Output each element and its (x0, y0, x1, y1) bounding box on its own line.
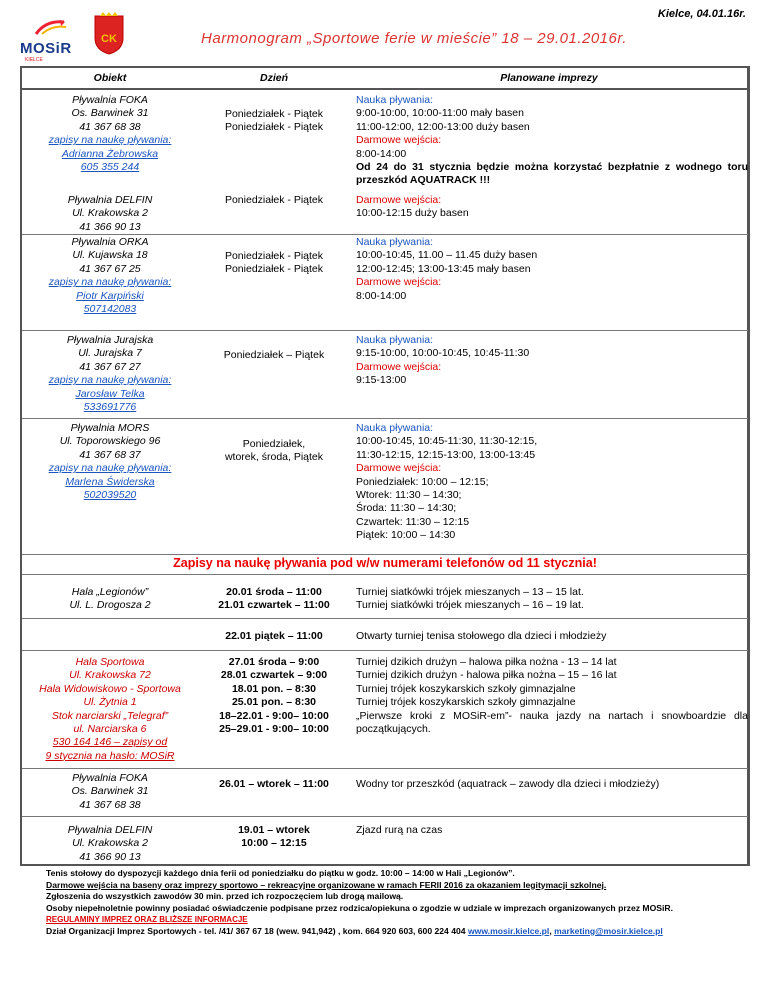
schedule-table (20, 66, 750, 866)
day-cell: 20.01 środa – 11:00 21.01 czwartek – 11:00 (218, 586, 330, 612)
day-cell: 26.01 – wtorek – 11:00 (219, 778, 329, 790)
row-divider (22, 768, 748, 769)
day-cell: 22.01 piątek – 11:00 (225, 630, 323, 642)
contact-phone-link[interactable]: 502039520 (83, 489, 137, 502)
table-row: Pływalnia DELFIN Ul. Krakowska 2 41 366 90 13 (67, 824, 153, 863)
table-row: Pływalnia MORS Ul. Toporowskiego 96 41 367 68 37 zapisy na naukę pływania: Marlena Świderska 502039520 (22, 422, 198, 502)
day-cell: Poniedziałek - Piątek Poniedziałek - Piątek (224, 250, 324, 276)
rules-link[interactable]: REGULAMINY IMPREZ ORAZ BLIŻSZE INFORMACJE (46, 915, 248, 925)
date: Kielce, 04.01.16r. (657, 8, 746, 20)
row-divider (22, 234, 748, 235)
row-divider (22, 618, 748, 619)
column-header-dzien: Dzień (198, 68, 350, 90)
column-header-obiekt: Obiekt (22, 68, 198, 90)
contact-phone-link[interactable]: 605 355 244 (80, 161, 140, 174)
row-divider (22, 816, 748, 817)
plan-cell: Otwarty turniej tenisa stołowego dla dzieci i młodzieży (356, 630, 607, 642)
plan-cell: Nauka pływania: 9:00-10:00, 10:00-11:00 mały basen 11:00-12:00, 12:00-13:00 duży basen Darmowe wejścia: 8:00-14:00 Od 24 do 31 stycznia będzie można korzystać bezpłatnie z wodnego toru przeszkód AQUATRACK !!! (356, 94, 748, 187)
contact-name-link[interactable]: Piotr Karpiński (76, 289, 144, 302)
day-cell: Poniedziałek, wtorek, środa, Piątek (224, 438, 324, 464)
contact-name-link[interactable]: Marlena Świderska (65, 475, 155, 488)
row-divider (22, 554, 748, 555)
table-row: Pływalnia FOKA Os. Barwinek 31 41 367 68 38 (71, 772, 149, 811)
column-header-planowane: Planowane imprezy (350, 68, 748, 90)
day-cell: 19.01 – wtorek 10:00 – 12:15 (238, 824, 310, 850)
plan-cell: Turniej dzikich drużyn – halowa piłka nożna - 13 – 14 lat Turniej dzikich drużyn - halowa piłka nożna – 15 – 16 lat Turniej trójek koszykarskich szkoły gimnazjalne Turniej trójek koszykarskich szkoły gimnazjalne „Pierwsze kroki z MOSiR-em”- nauka jazdy na nartach i snowboardzie dla początkujących. (356, 656, 748, 736)
plan-cell: Turniej siatkówki trójek mieszanych – 13 – 15 lat. Turniej siatkówki trójek mieszanych – 16 – 19 lat. (356, 586, 584, 612)
page-title: Harmonogram „Sportowe ferie w mieście” 18 – 29.01.2016r. (201, 30, 627, 47)
day-cell: Poniedziałek - Piątek Poniedziałek - Piątek (224, 108, 324, 134)
signup-link[interactable]: zapisy na naukę pływania: (48, 374, 172, 387)
day-cell: Poniedziałek – Piątek (223, 349, 325, 361)
table-row: Pływalnia DELFIN Ul. Krakowska 2 41 366 90 13 (67, 194, 153, 233)
contact-phone-link[interactable]: 507142083 (83, 303, 137, 316)
contact-name-link[interactable]: Adrianna Żebrowska (61, 147, 159, 160)
day-cell: Poniedziałek - Piątek (224, 194, 324, 206)
table-row: Pływalnia Jurajska Ul. Jurajska 7 41 367 67 27 zapisy na naukę pływania: Jarosław Telka 533691776 (22, 334, 198, 414)
contact-name-link[interactable]: Jarosław Telka (75, 387, 145, 400)
signup-link[interactable]: zapisy na naukę pływania: (48, 134, 172, 147)
plan-cell: Nauka pływania: 10:00-10:45, 10:45-11:30, 11:30-12:15, 11:30-12:15, 12:15-13:00, 13:00-13:45 Darmowe wejścia: Poniedziałek: 10:00 – 12:15; Wtorek: 11:30 – 14:30; Środa: 11:30 – 14:30; Czwartek: 11:30 – 12:15 Piątek: 10:00 – 14:30 (356, 422, 538, 542)
plan-cell: Wodny tor przeszkód (aquatrack – zawody dla dzieci i młodzieży) (356, 778, 660, 790)
crest-text: CK (101, 33, 117, 45)
website-link[interactable]: www.mosir.kielce.pl (467, 925, 550, 936)
day-cell: 27.01 środa – 9:00 28.01 czwartek – 9:00 18.01 pon. – 8:30 25.01 pon. – 8:30 18–22.01 - 9:00– 10:00 25–29.01 - 9:00– 10:00 (219, 656, 329, 736)
footer-notes: Tenis stołowy do dyspozycji każdego dnia ferii od poniedziałku do piątku w godz. 10:00 – 14:00 w Hali „Legionów”. Darmowe wejścia na baseny oraz imprezy sportowo – rekreacyjne organizowane w ramach FERII 2016 za okazaniem legitymacji szkolnej. Zgłoszenia do wszystkich zawodów 30 min. przed ich rozpoczęciem lub drogą mailową. Osoby niepełnoletnie powinny posiadać oświadczenie podpisane przez rodzica/opiekuna o zgodzie w udziale w imprezach organizowanych przez MOSiR. REGULAMINY IMPREZ ORAZ BLIŻSZE INFORMACJE Dział Organizacji Imprez Sportowych - tel. /41/ 367 67 18 (wew. 941,942) , kom. 664 920 603, 600 224 404 www.mosir.kielce.pl, marketing@mosir.kielce.pl (46, 868, 746, 938)
signup-link[interactable]: zapisy na naukę pływania: (48, 462, 172, 475)
table-row: Pływalnia ORKA Ul. Kujawska 18 41 367 67 25 zapisy na naukę pływania: Piotr Karpiński 507142083 (22, 236, 198, 316)
plan-cell: Darmowe wejścia: 10:00-12:15 duży basen (356, 194, 469, 220)
signup-banner: Zapisy na naukę pływania pod w/w numerami telefonów od 11 stycznia! (173, 556, 597, 570)
plan-cell: Nauka pływania: 10:00-10:45, 11.00 – 11.45 duży basen 12:00-12:45; 13:00-13:45 mały basen Darmowe wejścia: 8:00-14:00 (356, 236, 538, 302)
table-row: Pływalnia FOKA Os. Barwinek 31 41 367 68 38 zapisy na naukę pływania: Adrianna Żebrowska 605 355 244 (22, 94, 198, 174)
plan-cell: Nauka pływania: 9:15-10:00, 10:00-10:45, 10:45-11:30 Darmowe wejścia: 9:15-13:00 (356, 334, 530, 387)
table-row: Hala Sportowa Ul. Krakowska 72 Hala Widowiskowo - Sportowa Ul. Żytnia 1 Stok narciarski „Telegraf” ul. Narciarska 6 530 164 146 – zapisy od 9 stycznia na hasło: MOSiR (39, 656, 181, 762)
row-divider (22, 574, 748, 575)
mosir-logo-sub: KIELCE (25, 57, 43, 63)
plan-cell: Zjazd rurą na czas (356, 824, 443, 836)
row-divider (22, 650, 748, 651)
contact-phone-link[interactable]: 533691776 (83, 401, 137, 414)
signup-link[interactable]: zapisy na naukę pływania: (48, 276, 172, 289)
row-divider (22, 330, 748, 331)
mosir-logo-name: MOSiR (20, 40, 72, 57)
email-link[interactable]: marketing@mosir.kielce.pl (554, 925, 663, 936)
table-row: Hala „Legionów” Ul. L. Drogosza 2 (69, 586, 151, 612)
row-divider (22, 418, 748, 419)
